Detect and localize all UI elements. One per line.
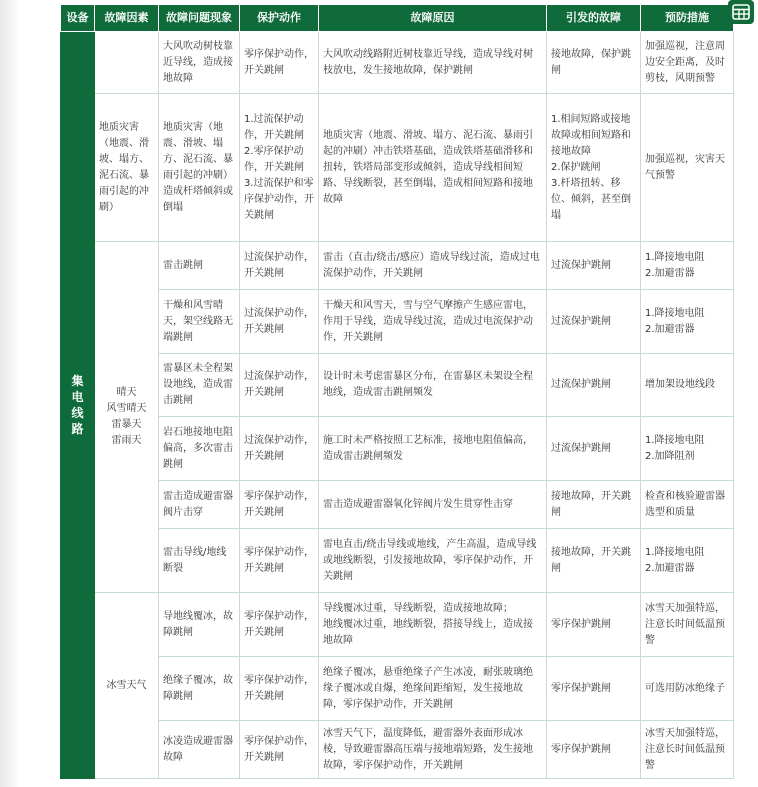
fault-cell: 零序保护跳闸	[547, 657, 641, 721]
phenomenon-cell: 雷击跳闸	[159, 242, 240, 290]
table-row	[61, 290, 734, 354]
prevention-cell: 冰雪天加强特巡，注意长时间低温预警	[641, 593, 734, 657]
header-cause: 故障原因	[319, 5, 547, 32]
prevention-cell: 冰雪天加强特巡，注意长时间低温预警	[641, 721, 734, 779]
phenomenon-cell: 冰凌造成避雷器故障	[159, 721, 240, 779]
cause-cell: 雷电直击/绕击导线或地线，产生高温，造成导线或地线断裂，引发接地故障，零序保护动作，开关跳闸	[319, 529, 547, 593]
fault-cell: 过流保护跳闸	[547, 417, 641, 481]
table-row	[61, 657, 734, 721]
prevention-cell: 增加架设地线段	[641, 354, 734, 417]
header-fault: 引发的故障	[547, 5, 641, 32]
table-icon-glyph	[732, 4, 750, 20]
fault-cell: 过流保护跳闸	[547, 354, 641, 417]
left-margin	[0, 0, 20, 787]
table-row	[61, 32, 734, 94]
protection-cell: 零序保护动作，开关跳闸	[240, 657, 319, 721]
protection-cell: 零序保护动作，开关跳闸	[240, 32, 319, 94]
cause-cell: 施工时未严格按照工艺标准，接地电阻值偏高，造成雷击跳闸频发	[319, 417, 547, 481]
table-row	[61, 417, 734, 481]
protection-cell: 零序保护动作，开关跳闸	[240, 593, 319, 657]
prevention-cell: 1.降接地电阻 2.加降阻剂	[641, 417, 734, 481]
phenomenon-cell: 雷击导线/地线断裂	[159, 529, 240, 593]
cause-cell: 大风吹动线路附近树枝靠近导线，造成导线对树枝放电，发生接地故障，保护跳闸	[319, 32, 547, 94]
phenomenon-cell: 干燥和风雪晴天，架空线路无端跳闸	[159, 290, 240, 354]
factor-cell	[95, 32, 159, 94]
header-protection: 保护动作	[240, 5, 319, 32]
phenomenon-cell: 雷击造成避雷器阀片击穿	[159, 481, 240, 529]
phenomenon-cell: 雷暴区未全程架设地线，造成雷击跳闸	[159, 354, 240, 417]
protection-cell: 过流保护动作，开关跳闸	[240, 290, 319, 354]
protection-cell: 过流保护动作，开关跳闸	[240, 354, 319, 417]
phenomenon-cell: 导地线覆冰，故障跳闸	[159, 593, 240, 657]
cause-cell: 雷击造成避雷器氧化锌阀片发生贯穿性击穿	[319, 481, 547, 529]
device-cell	[61, 32, 95, 779]
table-icon[interactable]	[728, 0, 754, 24]
factor-cell: 晴天 风雪晴天 雷暴天 雷雨天	[95, 242, 159, 593]
protection-cell: 过流保护动作，开关跳闸	[240, 242, 319, 290]
table-row	[61, 481, 734, 529]
protection-cell: 零序保护动作，开关跳闸	[240, 529, 319, 593]
cause-cell: 设计时未考虑雷暴区分布，在雷暴区未架设全程地线，造成雷击跳闸频发	[319, 354, 547, 417]
cause-cell: 地质灾害（地震、滑坡、塌方、泥石流、暴雨引起的冲刷）冲击铁塔基础，造成铁塔基础滑移和扭转，铁塔局部变形或倾斜，造成导线相间短路、导线断裂，甚至倒塌，造成相间短路和接地故障	[319, 94, 547, 242]
table-row	[61, 94, 734, 242]
phenomenon-cell: 绝缘子覆冰，故障跳闸	[159, 657, 240, 721]
cause-cell: 冰雪天气下，温度降低，避雷器外表面形成冰棱，导致避雷器高压端与接地端短路，发生接地故障，零序保护动作，开关跳闸	[319, 721, 547, 779]
table-row	[61, 242, 734, 290]
table-row	[61, 529, 734, 593]
prevention-cell: 加强巡视，注意周边安全距离，及时剪枝，风期预警	[641, 32, 734, 94]
table-row	[61, 721, 734, 779]
phenomenon-cell: 岩石地接地电阻偏高，多次雷击跳闸	[159, 417, 240, 481]
device-label: 集电线路	[71, 374, 84, 436]
fault-cell: 接地故障，保护跳闸	[547, 32, 641, 94]
fault-cell: 接地故障，开关跳闸	[547, 481, 641, 529]
cause-cell: 雷击（直击/绕击/感应）造成导线过流，造成过电流保护动作，开关跳闸	[319, 242, 547, 290]
fault-cell: 1.相间短路或接地故障或相间短路和接地故障 2.保护跳闸 3.杆塔扭转、移位、倾斜，甚至倒塌	[547, 94, 641, 242]
cause-cell: 绝缘子覆冰，悬垂绝缘子产生冰凌，耐张玻璃绝缘子覆冰或自爆，绝缘间距缩短，发生接地故障，零序保护动作，开关跳闸	[319, 657, 547, 721]
prevention-cell: 检查和核验避雷器选型和质量	[641, 481, 734, 529]
fault-cell: 接地故障，开关跳闸	[547, 529, 641, 593]
fault-cell: 零序保护跳闸	[547, 721, 641, 779]
header-factor: 故障因素	[95, 5, 159, 32]
protection-cell: 1.过流保护动作，开关跳闸 2.零序保护动作，开关跳闸 3.过流保护和零序保护动作，开关跳闸	[240, 94, 319, 242]
fault-cell: 过流保护跳闸	[547, 290, 641, 354]
protection-cell: 过流保护动作，开关跳闸	[240, 417, 319, 481]
cause-cell: 干燥天和风雪天，雪与空气摩擦产生感应雷电，作用于导线，造成导线过流，造成过电流保护动作，开关跳闸	[319, 290, 547, 354]
prevention-cell: 可选用防冰绝缘子	[641, 657, 734, 721]
prevention-cell: 1.降接地电阻 2.加避雷器	[641, 290, 734, 354]
prevention-cell: 1.降接地电阻 2.加避雷器	[641, 242, 734, 290]
phenomenon-cell: 地质灾害（地震、滑坡、塌方、泥石流、暴雨引起的冲刷）造成杆塔倾斜或倒塌	[159, 94, 240, 242]
fault-table	[60, 4, 734, 779]
table-row	[61, 593, 734, 657]
protection-cell: 零序保护动作，开关跳闸	[240, 481, 319, 529]
fault-cell: 过流保护跳闸	[547, 242, 641, 290]
cause-cell: 导线覆冰过重，导线断裂，造成接地故障； 地线覆冰过重，地线断裂，搭接导线上，造成接地故障	[319, 593, 547, 657]
prevention-cell: 1.降接地电阻 2.加避雷器	[641, 529, 734, 593]
phenomenon-cell: 大风吹动树枝靠近导线，造成接地故障	[159, 32, 240, 94]
prevention-cell: 加强巡视，灾害天气预警	[641, 94, 734, 242]
factor-cell: 地质灾害（地震、滑坡、塌方、泥石流、暴雨引起的冲刷）	[95, 94, 159, 242]
table-row	[61, 354, 734, 417]
table-header-row	[61, 5, 734, 32]
fault-cell: 零序保护跳闸	[547, 593, 641, 657]
header-phenomenon: 故障问题现象	[159, 5, 240, 32]
factor-cell: 冰雪天气	[95, 593, 159, 779]
header-device: 设备	[61, 5, 95, 32]
header-prevention: 预防措施	[641, 5, 734, 32]
protection-cell: 零序保护动作，开关跳闸	[240, 721, 319, 779]
